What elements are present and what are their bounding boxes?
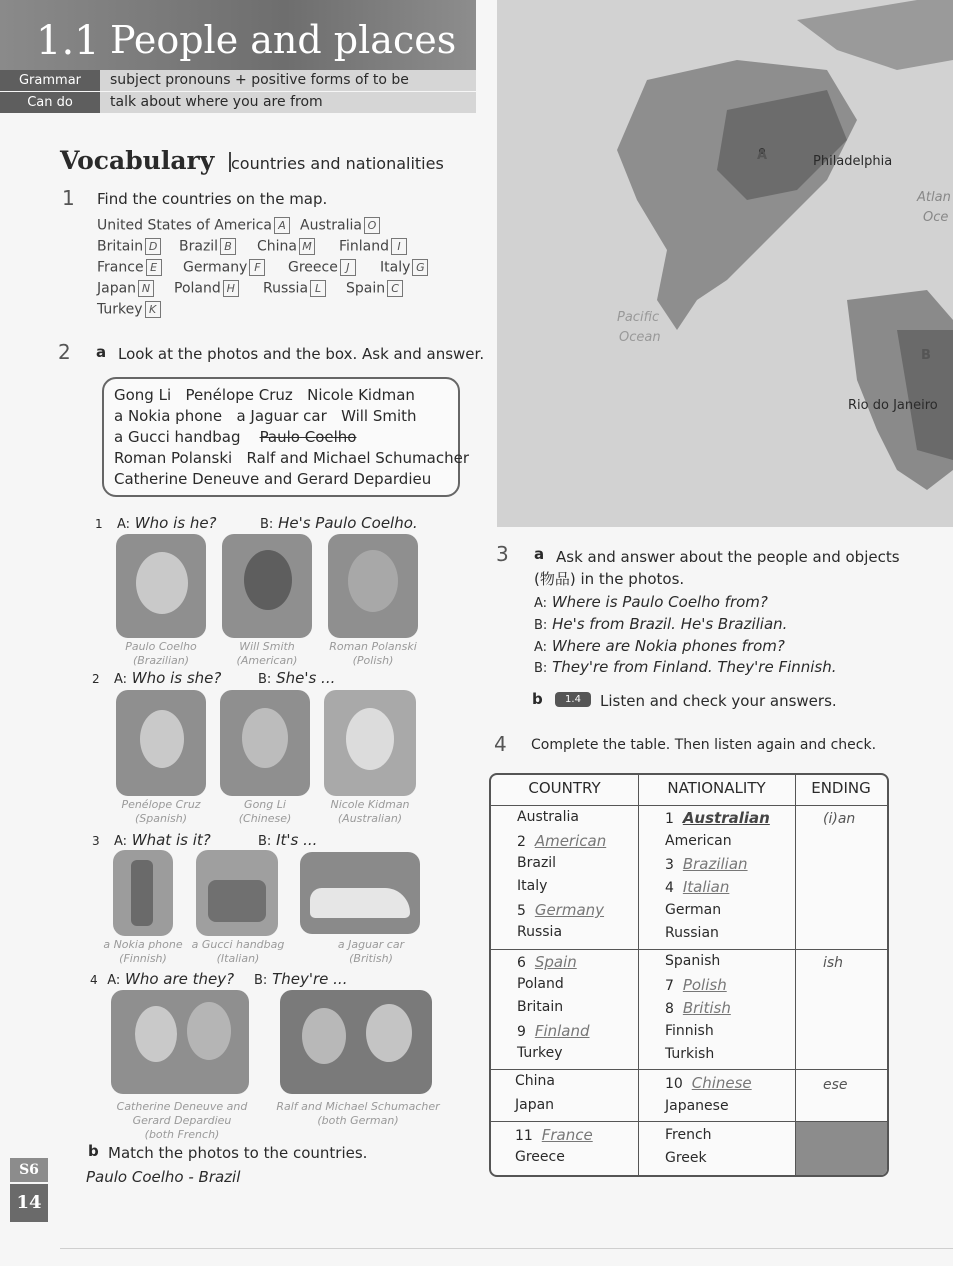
map-illustration [497, 0, 953, 527]
country-cell: 2 American [517, 832, 607, 850]
photo-caption: a Nokia phone (Finnish) [103, 938, 183, 965]
grammar-label: Grammar [0, 70, 100, 91]
nationality-cell: Finnish [665, 1023, 714, 1039]
photo-caption: a Jaguar car (British) [337, 938, 405, 965]
nationality-cell: 3 Brazilian [665, 855, 748, 873]
photo-caption: Penélope Cruz (Spanish) [121, 798, 201, 825]
photo-paulo-coelho[interactable] [116, 534, 206, 638]
filled-answer[interactable]: Chinese [691, 1074, 752, 1092]
country-item: Russia L [263, 280, 326, 297]
photo-deneuve-depardieu[interactable] [111, 990, 249, 1094]
exercise-2b-instruction: Match the photos to the countries. [108, 1144, 368, 1162]
country-cell: 11 France [515, 1126, 593, 1144]
answer-box[interactable]: I [391, 238, 407, 255]
nationality-cell: 4 Italian [665, 878, 730, 896]
country-item: Finland I [339, 238, 407, 255]
country-cell: Greece [515, 1149, 565, 1165]
answer-4: B: They're ... [254, 970, 348, 988]
nationality-cell: 10 Chinese [665, 1074, 752, 1092]
exercise-3a-instruction-2: (物品) in the photos. [534, 570, 685, 588]
nationality-cell: American [665, 833, 732, 849]
photo-caption: Catherine Deneuve and Gerard Depardieu (both French) [116, 1100, 248, 1141]
vocabulary-subtitle: countries and nationalities [231, 154, 444, 173]
filled-answer[interactable]: British [682, 999, 731, 1017]
filled-answer[interactable]: Italian [682, 878, 730, 896]
world-map [497, 0, 953, 527]
nationality-cell: Greek [665, 1150, 707, 1166]
filled-answer[interactable]: American [534, 832, 607, 850]
answer-box[interactable]: E [146, 259, 162, 276]
ending-cell: ese [823, 1077, 848, 1093]
filled-answer[interactable]: France [541, 1126, 593, 1144]
filled-answer[interactable]: Polish [682, 976, 727, 994]
answer-3: B: It's ... [258, 831, 318, 849]
column-header: COUNTRY [528, 779, 601, 797]
map-marker-b: B [921, 348, 931, 363]
table-shaded-cell [796, 1122, 887, 1175]
map-label-atlantic: Atlan [917, 190, 951, 205]
nationality-cell: 7 Polish [665, 976, 727, 994]
country-cell: Brazil [517, 855, 557, 871]
exercise-3a-instruction: Ask and answer about the people and objects [556, 548, 900, 566]
dialog-line: A: Where is Paulo Coelho from? [534, 593, 768, 611]
country-cell: 9 Finland [517, 1022, 590, 1040]
country-cell: Poland [517, 976, 564, 992]
column-header: NATIONALITY [667, 779, 766, 797]
country-item: Italy G [380, 259, 428, 276]
filled-answer[interactable]: Finland [534, 1022, 590, 1040]
map-label-rio: Rio do Janeiro [848, 398, 938, 413]
audio-track-badge[interactable]: 1.4 [555, 692, 591, 707]
exercise-3b-instruction: Listen and check your answers. [600, 692, 837, 710]
photo-schumacher[interactable] [280, 990, 432, 1094]
question-3: 3 A: What is it? [92, 831, 211, 849]
country-item: Poland H [174, 280, 239, 297]
filled-answer[interactable]: Spain [534, 953, 577, 971]
unit-title: People and places [110, 18, 457, 62]
photo-nicole-kidman[interactable] [324, 690, 416, 796]
answer-2: B: She's ... [258, 669, 336, 687]
page-code: S6 [10, 1158, 48, 1182]
nationality-cell: French [665, 1127, 712, 1143]
name-box-line: a Gucci handbag Paulo Coelho [114, 428, 357, 446]
country-item: Spain C [346, 280, 403, 297]
nationality-cell: Turkish [665, 1046, 715, 1062]
exercise-1-instruction: Find the countries on the map. [97, 190, 328, 208]
photo-roman-polanski[interactable] [328, 534, 418, 638]
name-box-line: Catherine Deneuve and Gerard Depardieu [114, 470, 432, 488]
photo-caption: Will Smith (American) [236, 640, 298, 667]
map-label-ocean: Oce [923, 210, 949, 225]
name-box-line: Roman Polanski Ralf and Michael Schumacher [114, 449, 469, 467]
exercise-3b-label: b [532, 690, 543, 708]
name-box-line: Gong Li Penélope Cruz Nicole Kidman [114, 386, 415, 404]
answer-box[interactable]: A [274, 217, 290, 234]
country-cell: Australia [517, 809, 579, 825]
dialog-line: A: Where are Nokia phones from? [534, 637, 785, 655]
name-box-line: a Nokia phone a Jaguar car Will Smith [114, 407, 417, 425]
photo-gucci-handbag[interactable] [196, 850, 278, 936]
nationality-cell: 8 British [665, 999, 731, 1017]
answer-box[interactable]: J [340, 259, 356, 276]
nationality-cell: 1 Australian [665, 809, 770, 827]
map-label-pacific: Pacific [617, 310, 660, 325]
filled-answer[interactable]: Brazilian [682, 855, 748, 873]
ending-cell: ish [823, 955, 844, 971]
filled-answer[interactable]: Germany [534, 901, 605, 919]
answer-box[interactable]: N [138, 280, 154, 297]
answer-1: B: He's Paulo Coelho. [260, 514, 418, 532]
can-do-row [0, 92, 476, 113]
country-item: Greece J [288, 259, 356, 276]
answer-box[interactable]: H [223, 280, 239, 297]
map-marker-a: A [757, 148, 768, 163]
nationality-cell: Spanish [665, 953, 721, 969]
question-2: 2 A: Who is she? [92, 669, 222, 687]
exercise-2-number: 2 [58, 340, 71, 364]
country-cell: China [515, 1073, 555, 1089]
nationality-cell: German [665, 902, 722, 918]
country-cell: Italy [517, 878, 548, 894]
page-number: 14 [10, 1184, 48, 1222]
country-item: Germany F [183, 259, 265, 276]
exercise-2b-example: Paulo Coelho - Brazil [86, 1168, 241, 1186]
photo-caption: Roman Polanski (Polish) [329, 640, 417, 667]
ending-cell: (i)an [823, 811, 856, 827]
exercise-3-number: 3 [496, 542, 509, 566]
photo-caption: Gong Li (Chinese) [238, 798, 292, 825]
photo-caption: Nicole Kidman (Australian) [330, 798, 410, 825]
exercise-2a-label: a [96, 343, 107, 361]
answer-box[interactable]: D [145, 238, 161, 255]
can-do-value: talk about where you are from [110, 94, 323, 110]
answer-box[interactable]: L [310, 280, 326, 297]
photo-caption: Ralf and Michael Schumacher (both German) [276, 1100, 440, 1127]
dialog-line: B: They're from Finland. They're Finnish. [534, 658, 837, 676]
nationality-cell: Russian [665, 925, 719, 941]
answer-box[interactable]: K [145, 301, 161, 318]
page-bottom-rule [60, 1248, 953, 1249]
country-item: China M [257, 238, 315, 255]
country-item: United States of America A [97, 217, 290, 234]
vocabulary-heading: Vocabulary [60, 146, 215, 175]
answer-box[interactable]: O [364, 217, 380, 234]
country-item: Japan N [97, 280, 154, 297]
nationality-cell: Japanese [665, 1098, 729, 1114]
answer-box[interactable]: B [220, 238, 236, 255]
exercise-3a-label: a [534, 545, 545, 563]
country-item: Britain D [97, 238, 161, 255]
country-item: Turkey K [97, 301, 161, 318]
country-cell: Japan [515, 1097, 555, 1113]
photo-jaguar-car[interactable] [300, 852, 420, 934]
country-cell: 6 Spain [517, 953, 577, 971]
unit-number: 1.1 [36, 18, 100, 64]
photo-penelope-cruz[interactable] [116, 690, 206, 796]
country-item: Australia O [300, 217, 380, 234]
photo-caption: Paulo Coelho (Brazilian) [125, 640, 197, 667]
question-4: 4 A: Who are they? [90, 970, 235, 988]
exercise-4-instruction: Complete the table. Then listen again and check. [531, 737, 877, 753]
country-item: Brazil B [179, 238, 236, 255]
exercise-2a-instruction: Look at the photos and the box. Ask and answer. [118, 345, 485, 363]
grammar-row [0, 70, 476, 91]
question-1: 1 A: Who is he? [95, 514, 217, 532]
map-label-pacific-ocean: Ocean [619, 330, 661, 345]
answer-box[interactable]: G [412, 259, 428, 276]
photo-nokia-phone[interactable] [113, 850, 173, 936]
grammar-value: subject pronouns + positive forms of to be [110, 72, 409, 88]
map-label-philadelphia: Philadelphia [813, 154, 893, 169]
country-cell: Turkey [517, 1045, 563, 1061]
nationality-table [489, 773, 889, 1177]
answer-box[interactable]: C [387, 280, 403, 297]
exercise-4-number: 4 [494, 732, 507, 756]
country-cell: Britain [517, 999, 564, 1015]
country-cell: 5 Germany [517, 901, 605, 919]
country-cell: Russia [517, 924, 563, 940]
answer-box[interactable]: M [299, 238, 315, 255]
can-do-label: Can do [0, 92, 100, 113]
exercise-1-number: 1 [62, 186, 75, 210]
answer-box[interactable]: F [249, 259, 265, 276]
exercise-2b-label: b [88, 1142, 99, 1160]
photo-will-smith[interactable] [222, 534, 312, 638]
filled-answer[interactable]: Australian [682, 809, 770, 827]
photo-gong-li[interactable] [220, 690, 310, 796]
photo-caption: a Gucci handbag (Italian) [191, 938, 285, 965]
country-item: France E [97, 259, 162, 276]
dialog-line: B: He's from Brazil. He's Brazilian. [534, 615, 788, 633]
crossed-out-name: Paulo Coelho [259, 428, 357, 446]
column-header: ENDING [811, 779, 871, 797]
